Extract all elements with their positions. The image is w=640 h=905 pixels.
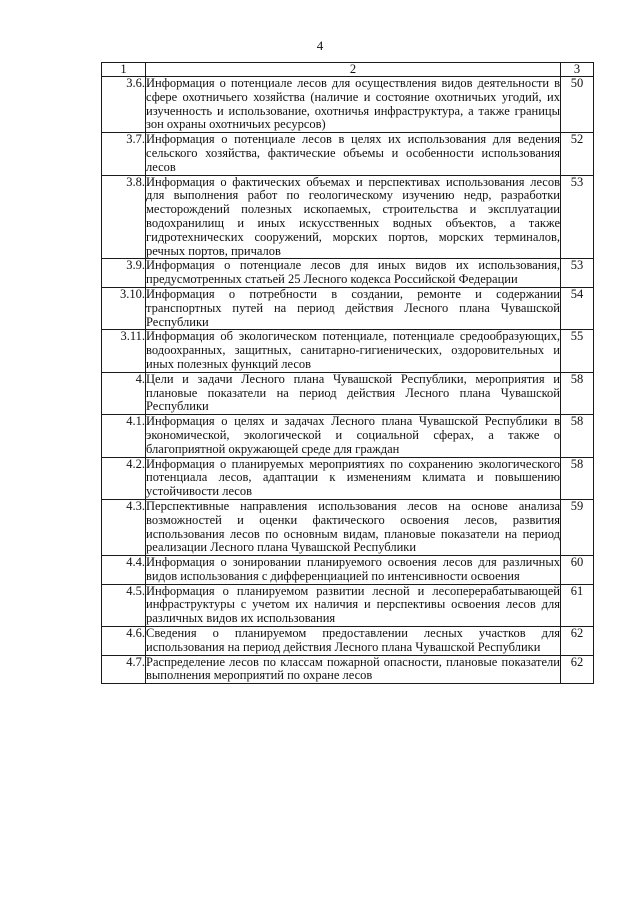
section-number: 4.3. <box>102 499 146 555</box>
section-title: Информация о фактических объемах и перспективах использования лесов для выполнения работ по геологическому изучению недр, разработки месторождений полезных ископаемых, строительства и эксплуатации водохранилищ и иных искусственных водных объектов, а также гидротехнических сооружений, морских портов, морских терминалов, речных портов, причалов <box>146 174 560 258</box>
table-row <box>102 372 594 414</box>
table-row <box>102 330 594 372</box>
section-title: Информация о зонировании планируемого освоения лесов для различных видов использования с дифференциацией по интенсивности освоения <box>146 555 560 583</box>
section-number: 3.8. <box>102 175 146 259</box>
table-row <box>102 77 594 133</box>
section-title: Распределение лесов по классам пожарной опасности, плановые показатели выполнения мероприятий по охране лесов <box>146 654 560 683</box>
section-title: Информация о потенциале лесов в целях их использования для ведения сельского хозяйства, фактические объемы и особенности использования лесов <box>146 132 560 174</box>
section-title: Информация о потенциале лесов для иных видов их использования, предусмотренных статьей 25 Лесного кодекса Российской Федерации <box>146 258 560 287</box>
section-title: Информация о потребности в создании, ремонте и содержании транспортных путей на период действия Лесного плана Чувашской Республики <box>146 286 560 329</box>
table-row <box>102 415 594 457</box>
section-title: Цели и задачи Лесного плана Чувашской Республики, мероприятия и плановые показатели на период действия Лесного плана Чувашской Республики <box>146 371 560 414</box>
section-page: 50 <box>561 77 594 133</box>
section-page: 59 <box>561 499 594 555</box>
section-title: Информация о потенциале лесов для осуществления видов деятельности в сфере охотничьего хозяйства (наличие и состояние охотничьих угодий, их изученность и использование, охотничья инфраструктура, а также границы зон охраны охотничьих ресурсов) <box>146 76 560 132</box>
table-row <box>102 457 594 499</box>
section-title: Информация о целях и задачах Лесного плана Чувашской Республики в экономической, экологической и социальной сферах, а также о благоприятной окружающей среде для граждан <box>146 414 560 456</box>
section-page: 53 <box>561 259 594 288</box>
section-title: Перспективные направления использования лесов на основе анализа возможностей и оценки фактического освоения лесов, развития использования лесов по основным видам, плановые показатели на период реализации Лесного плана Чувашской Республики <box>146 498 560 555</box>
header-col-3: 3 <box>561 63 594 77</box>
header-row <box>102 63 594 77</box>
section-page: 53 <box>561 175 594 259</box>
section-number: 4.2. <box>102 457 146 499</box>
section-number: 3.9. <box>102 259 146 288</box>
table-row <box>102 584 594 626</box>
section-page: 58 <box>561 457 594 499</box>
section-page: 60 <box>561 556 594 585</box>
section-title: Информация об экологическом потенциале, потенциале средообразующих, водоохранных, защитных, санитарно-гигиенических, оздоровительных и иных полезных функций лесов <box>146 329 560 371</box>
section-number: 3.11. <box>102 330 146 372</box>
section-number: 4.6. <box>102 627 146 656</box>
section-number: 3.6. <box>102 77 146 133</box>
section-number: 3.7. <box>102 133 146 175</box>
section-number: 4.5. <box>102 584 146 626</box>
contents-table <box>101 62 594 684</box>
section-number: 3.10. <box>102 287 146 329</box>
section-page: 55 <box>561 330 594 372</box>
section-title: Сведения о планируемом предоставлении лесных участков для использования на период действия Лесного плана Чувашской Республики <box>146 626 560 654</box>
section-page: 62 <box>561 627 594 656</box>
header-col-1: 1 <box>102 63 146 77</box>
section-page: 54 <box>561 287 594 329</box>
section-title: Информация о планируемых мероприятиях по сохранению экологического потенциала лесов, адаптации к изменениям климата и повышению устойчивости лесов <box>146 456 560 499</box>
header-col-2: 2 <box>146 63 561 77</box>
section-number: 4.4. <box>102 556 146 585</box>
section-page: 58 <box>561 415 594 457</box>
section-number: 4.7. <box>102 655 146 684</box>
table-row <box>102 259 594 288</box>
section-page: 52 <box>561 133 594 175</box>
table-row <box>102 627 594 656</box>
table-row <box>102 499 594 555</box>
table-row <box>102 133 594 175</box>
table-row <box>102 175 594 259</box>
section-number: 4. <box>102 372 146 414</box>
section-page: 61 <box>561 584 594 626</box>
table-row <box>102 655 594 684</box>
section-page: 62 <box>561 655 594 684</box>
section-title: Информация о планируемом развитии лесной и лесоперерабатывающей инфраструктуры с учетом их наличия и перспективы освоения лесов для различных видов их использования <box>146 583 560 626</box>
table-row <box>102 287 594 329</box>
page-number: 4 <box>316 38 324 53</box>
section-number: 4.1. <box>102 415 146 457</box>
section-page: 58 <box>561 372 594 414</box>
table-row <box>102 556 594 585</box>
